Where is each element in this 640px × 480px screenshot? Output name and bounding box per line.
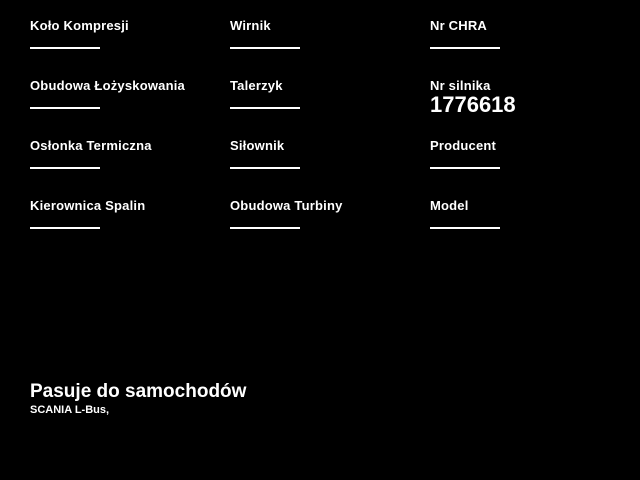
field-label: Producent (430, 138, 497, 153)
field-underline (230, 47, 300, 49)
field-underline (230, 107, 300, 109)
field-obudowa-lozyskowania (30, 78, 230, 138)
field-model (430, 198, 630, 258)
field-silownik (230, 138, 430, 198)
field-label: Obudowa Turbiny (230, 198, 343, 213)
field-label: Kierownica Spalin (30, 198, 146, 213)
field-underline (430, 167, 500, 169)
field-label: Talerzyk (230, 78, 283, 93)
field-producent (430, 138, 630, 198)
field-label: Wirnik (230, 18, 271, 33)
field-kolo-kompresji (30, 18, 230, 78)
field-talerzyk (230, 78, 430, 138)
fits-vehicles-section (30, 381, 246, 417)
field-label: Nr silnika (430, 78, 491, 93)
field-label: Osłonka Termiczna (30, 138, 152, 153)
field-oslonka-termiczna (30, 138, 230, 198)
field-label: Siłownik (230, 138, 285, 153)
field-underline (30, 167, 100, 169)
field-label: Obudowa Łożyskowania (30, 78, 185, 93)
spec-fields-grid (30, 18, 630, 258)
engine-number-value: 1776618 (430, 92, 516, 117)
field-underline (30, 47, 100, 49)
field-obudowa-turbiny (230, 198, 430, 258)
field-underline (430, 227, 500, 229)
field-nr-silnika (430, 78, 630, 138)
field-label: Model (430, 198, 469, 213)
fits-vehicles-heading: Pasuje do samochodów (30, 381, 247, 402)
field-underline (30, 107, 100, 109)
field-kierownica-spalin (30, 198, 230, 258)
field-underline (230, 167, 300, 169)
field-label: Koło Kompresji (30, 18, 129, 33)
field-nr-chra (430, 18, 630, 78)
field-underline (430, 47, 500, 49)
vehicles-list: SCANIA L-Bus, (30, 404, 110, 416)
field-underline (230, 227, 300, 229)
field-label: Nr CHRA (430, 18, 488, 33)
field-wirnik (230, 18, 430, 78)
field-underline (30, 227, 100, 229)
